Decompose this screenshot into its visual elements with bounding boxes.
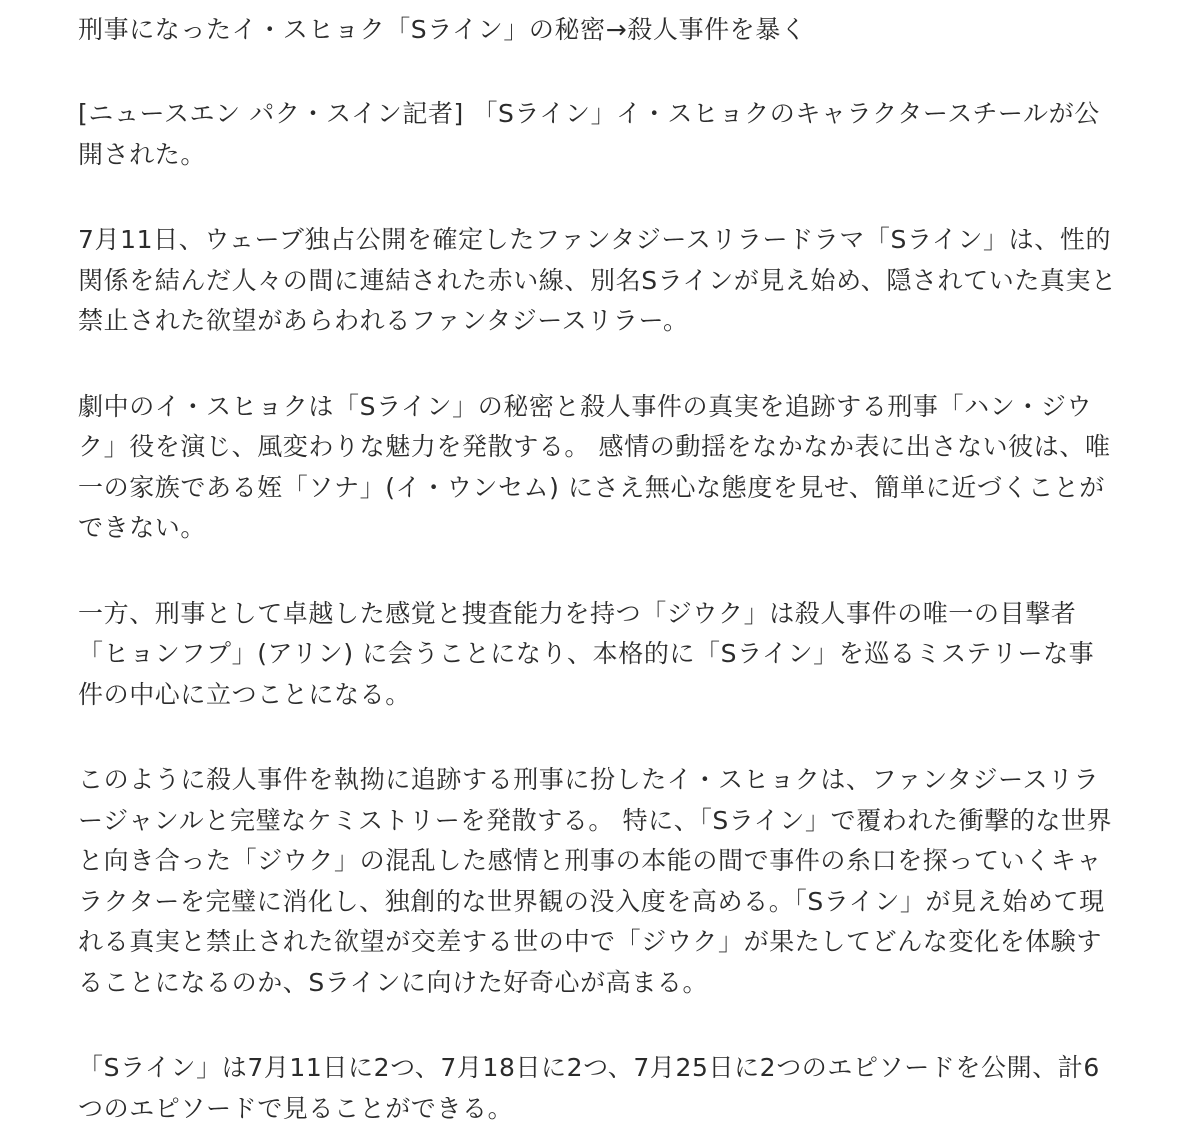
paragraph-synopsis: 7月11日、ウェーブ独占公開を確定したファンタジースリラードラマ「Sライン」は、性的関係を結んだ人々の間に連結された赤い線、別名Sラインが見え始め、隠されていた真実と禁止された欲望があらわれるファンタジースリラー。 [78, 225, 1117, 335]
article [78, 10, 1118, 1129]
paragraph-chemistry: このように殺人事件を執拗に追跡する刑事に扮したイ・スヒョクは、ファンタジースリラージャンルと完璧なケミストリーを発散する。 特に、「Sライン」で覆われた衝撃的な世界と向き合った「ジウク」の混乱した感情と刑事の本能の間で事件の糸口を探っていくキャラクターを完璧に消化し、独創的な世界観の没入度を高める。「Sライン」が見え始めて現れる真実と禁止された欲望が交差する世の中で「ジウク」が果たしてどんな変化を体験することになるのか、Sラインに向けた好奇心が高まる。 [78, 765, 1113, 997]
article-headline: 刑事になったイ・スヒョク「Sライン」の秘密→殺人事件を暴く [78, 15, 807, 44]
paragraph-byline: [ニュースエン パク・スイン記者] 「Sライン」イ・スヒョクのキャラクタースチールが公開された。 [78, 99, 1100, 169]
paragraph-release-schedule: 「Sライン」は7月11日に2つ、7月18日に2つ、7月25日に2つのエピソードを公開、計6つのエピソードで見ることができる。 [78, 1053, 1100, 1123]
paragraph-witness: 一方、刑事として卓越した感覚と捜査能力を持つ「ジウク」は殺人事件の唯一の目撃者「ヒョンフプ」(アリン) に会うことになり、本格的に「Sライン」を巡るミステリーな事件の中心に立つことになる。 [78, 598, 1095, 709]
paragraph-character: 劇中のイ・スヒョクは「Sライン」の秘密と殺人事件の真実を追跡する刑事「ハン・ジウク」役を演じ、風変わりな魅力を発散する。 感情の動揺をなかなか表に出さない彼は、唯一の家族である姪「ソナ」(イ・ウンセム) にさえ無心な態度を見せ、簡単に近づくことができない。 [78, 391, 1111, 542]
